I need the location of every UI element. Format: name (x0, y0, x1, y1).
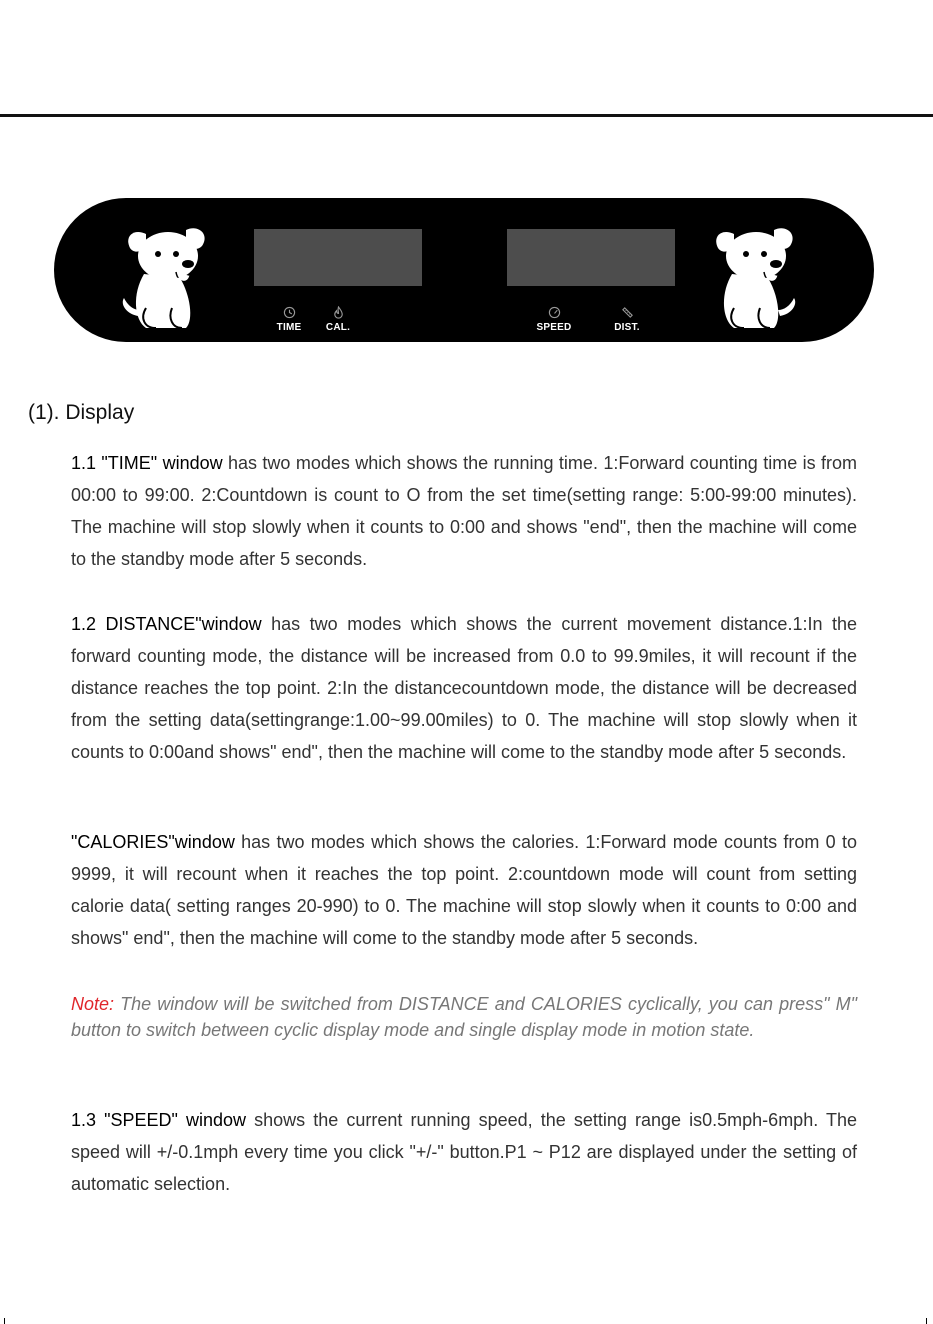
speed-window-paragraph (71, 1104, 857, 1200)
flame-icon (332, 306, 345, 319)
section-title: (1). Display (28, 401, 135, 424)
dog-mascot-icon (704, 224, 804, 334)
distance-window-paragraph (71, 608, 857, 768)
time-window-lead: 1.1 "TIME" window (71, 453, 223, 473)
crop-mark (4, 1318, 5, 1324)
calories-window-lead: "CALORIES"window (71, 832, 235, 852)
header-rule (0, 114, 933, 117)
speedometer-icon (548, 306, 561, 319)
calories-window-body: has two modes which shows the calories. 1:Forward mode counts from 0 to 9999, it will recount when it reaches the top point. 2:countdown mode will count from setting calorie data( setting ranges 20-990) to 0. The machine will stop slowly when it counts to 0:00 and shows" end", then the machine will come to the standby mode after 5 seconds. (71, 832, 857, 948)
distance-indicator (597, 306, 657, 333)
note-paragraph (71, 991, 857, 1043)
time-indicator-label: TIME (276, 322, 302, 333)
distance-window-body: has two modes which shows the current movement distance.1:In the forward counting mode, the distance will be increased from 0.0 to 99.9miles, it will recount if the distance reaches the top point. 2:In the distancecountdown mode, the distance will be decreased from the setting data(settingrange:1.00~99.00miles) to 0. The machine will stop slowly when it counts to 0:00and shows" end", then the machine will come to the standby mode after 5 seconds. (71, 614, 858, 762)
ruler-icon (621, 306, 634, 319)
speed-window-body: shows the current running speed, the setting range is0.5mph-6mph. The speed will +/-0.1mph every time you click "+/-" button.P1 ~ P12 are displayed under the setting of automatic selection. (71, 1110, 857, 1194)
speed-indicator-label: SPEED (536, 322, 572, 333)
time-window-body: has two modes which shows the running time. 1:Forward counting time is from 00:00 to 99:00. 2:Countdown is count to O from the set time(setting range: 5:00-99:00 minutes). The machine will stop slowly when it counts to 0:00 and shows "end", then the machine will come to the standby mode after 5 seconds. (71, 453, 857, 569)
crop-mark (926, 1318, 927, 1324)
calories-window-paragraph (71, 826, 857, 954)
clock-icon (283, 306, 296, 319)
speed-indicator (524, 306, 584, 333)
distance-window-lead: 1.2 DISTANCE"window (71, 614, 262, 634)
note-body: The window will be switched from DISTANCE and CALORIES cyclically, you can press" M" button to switch between cyclic display mode and single display mode in motion state. (71, 994, 857, 1040)
speed-distance-display (507, 229, 675, 286)
calories-indicator-label: CAL. (325, 322, 351, 333)
time-window-paragraph (71, 447, 857, 575)
time-calories-display (254, 229, 422, 286)
note-label: Note: (71, 994, 115, 1014)
dog-mascot-icon (116, 224, 216, 334)
console-panel (54, 198, 874, 342)
speed-window-lead: 1.3 "SPEED" window (71, 1110, 247, 1130)
calories-indicator (308, 306, 368, 333)
distance-indicator-label: DIST. (614, 322, 640, 333)
